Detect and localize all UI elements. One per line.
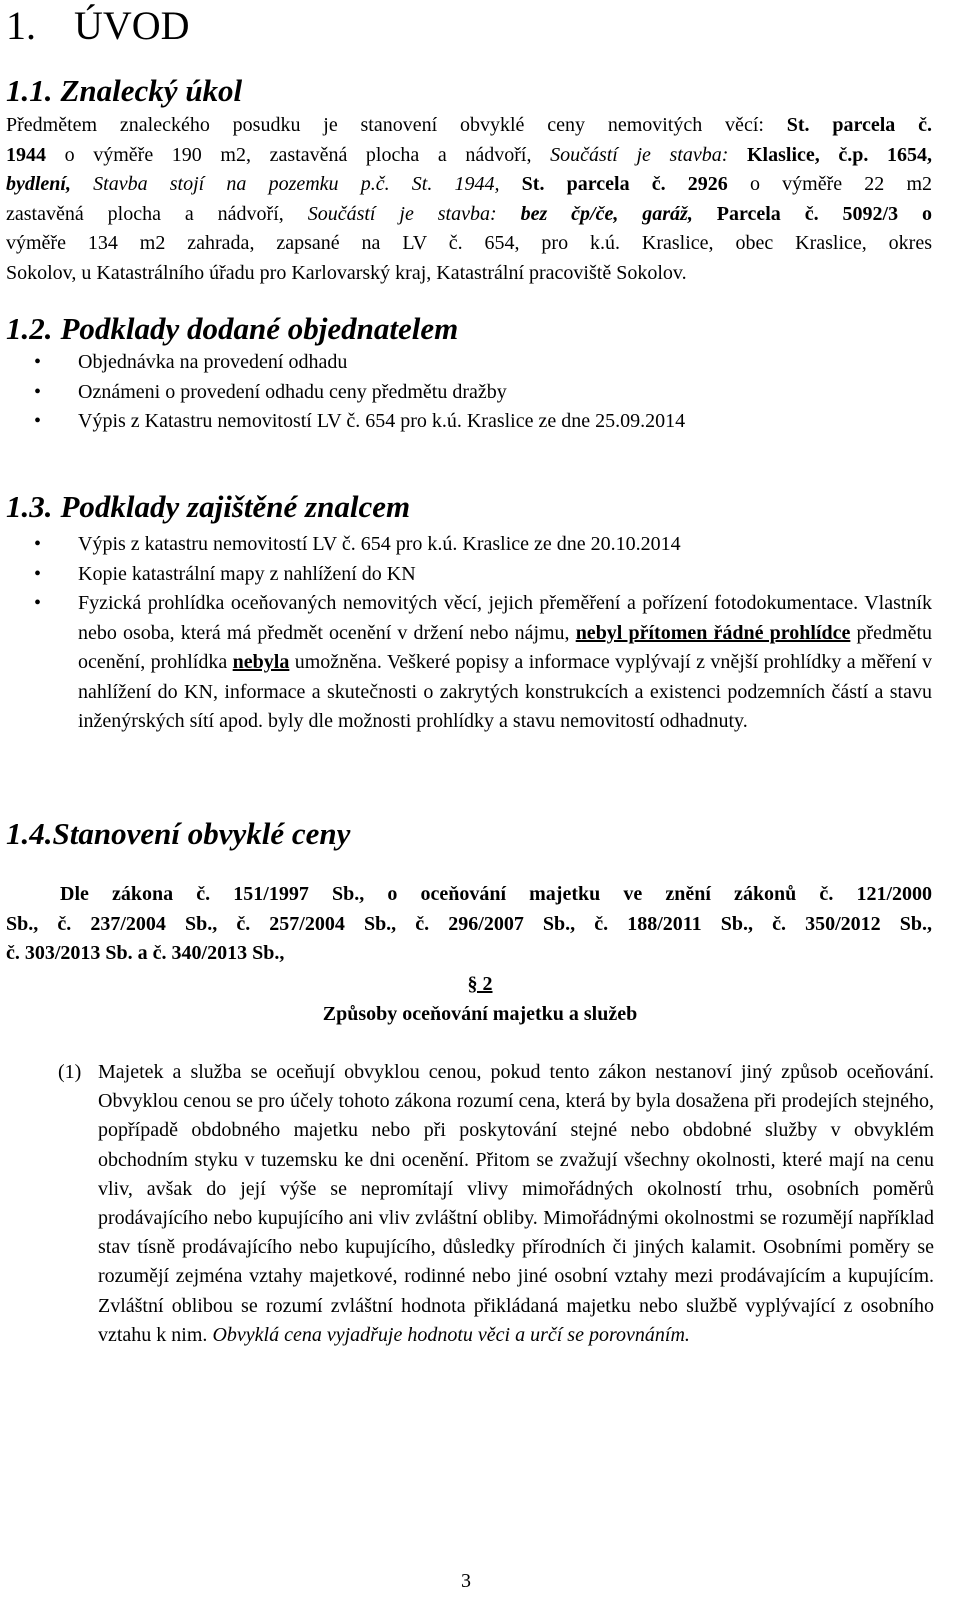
intro-line-3: bydlení, Stavba stojí na pozemku p.č. St. 1944, St. parcela č. 2926 o výměře 22 m2 — [6, 173, 933, 195]
intro-line-4: zastavěná plocha a nádvoří, Součástí je stavba: bez čp/če, garáž, Parcela č. 5092/3 o — [6, 202, 932, 225]
law-line-3: č. 303/2013 Sb. a č. 340/2013 Sb., — [6, 942, 285, 964]
section-heading-1-1: 1.1. Znalecký úkol — [6, 73, 243, 108]
law-line-2: Sb., č. 237/2004 Sb., č. 257/2004 Sb., č. 296/2007 Sb., č. 188/2011 Sb., č. 350/2012 Sb., — [6, 912, 932, 935]
section-heading-1-3: 1.3. Podklady zajištěné znalcem — [6, 489, 411, 524]
intro-line-1: Předmětem znaleckého posudku je stanovení obvyklé ceny nemovitých věcí: St. parcela č. — [6, 114, 932, 136]
law-reference — [6, 880, 932, 969]
expert-documents-list — [0, 530, 932, 737]
section-heading-1-4: 1.4.Stanovení obvyklé ceny — [6, 816, 351, 851]
list-item: • Oznámeni o provedení odhadu ceny předmětu dražby — [0, 378, 932, 408]
chapter-heading: 1. ÚVOD — [6, 3, 190, 48]
list-item: • Výpis z katastru nemovitostí LV č. 654 pro k.ú. Kraslice ze dne 20.10.2014 — [0, 530, 932, 560]
list-item: • Fyzická prohlídka oceňovaných nemovitých věcí, jejich přeměření a pořízení fotodokumentace. Vlastník nebo osoba, která má předmět ocenění v držení nebo nájmu, nebyl přítomen řádné prohlídce předmětu ocenění, prohlídka nebyla umožněna. Veškeré popisy a informace vyplývají z vnější prohlídky a měření v nahlížení do KN, informace a skutečnosti o zakrytých konstrukcích a existenci podzemních částí a stavu inženýrských sítí apod. byly dle možnosti prohlídky a stavu nemovitostí odhadnuty. — [0, 589, 932, 737]
section-heading-1-2: 1.2. Podklady dodané objednatelem — [6, 311, 459, 346]
clause-1: (1) Majetek a služba se oceňují obvyklou cenou, pokud tento zákon nestanoví jiný způsob oceňování. Obvyklou cenou se pro účely tohoto zákona rozumí cena, která by byla dosažena při prodejích stejného, popřípadě obdobného majetku nebo při poskytování stejné nebo obdobné služby v obvyklém obchodním styku v tuzemsku ke dni ocenění. Přitom se zvažují všechny okolnosti, které mají na cenu vliv, avšak do její výše se nepromítají vlivy mimořádných okolností trhu, osobních poměrů prodávajícího nebo kupujícího ani vliv zvláštní obliby. Mimořádnými okolnostmi se rozumějí například stav tísně prodávajícího nebo kupujícího, důsledky přírodních či jiných kalamit. Osobními poměry se rozumějí zejména vztahy majetkové, rodinné nebo jiné osobní vztahy mezi prodávajícím a kupujícím. Zvláštní oblibou se rozumí zvláštní hodnota přikládaná majetku nebo službě vyplývající z osobního vztahu k nim. Obvyklá cena vyjadřuje hodnotu věci a určí se porovnáním. — [58, 1058, 934, 1350]
page-number: 3 — [461, 1570, 471, 1592]
law-line-1: Dle zákona č. 151/1997 Sb., o oceňování majetku ve znění zákonů č. 121/2000 — [60, 883, 932, 905]
clause-text: Majetek a služba se oceňují obvyklou cenou, pokud tento zákon nestanoví jiný způsob oceňování. Obvyklou cenou se pro účely tohoto zákona rozumí cena, která by byla dosažena při prodejích stejného, popřípadě obdobného majetku nebo při poskytování stejné nebo obdobné služby v obvyklém obchodním styku v tuzemsku ke dni ocenění. Přitom se zvažují všechny okolnosti, které mají na cenu vliv, avšak do její výše se nepromítají vlivy mimořádných okolností trhu, osobních poměrů prodávajícího nebo kupujícího ani vliv zvláštní obliby. Mimořádnými okolnostmi se rozumějí například stav tísně prodávajícího nebo kupujícího, důsledky přírodních či jiných kalamit. Osobními poměry se rozumějí zejména vztahy majetkové, rodinné nebo jiné osobní vztahy mezi prodávajícím a kupujícím. Zvláštní oblibou se rozumí zvláštní hodnota přikládaná majetku nebo službě vyplývající z osobního vztahu k nim. Obvyklá cena vyjadřuje hodnotu věci a určí se porovnáním. — [98, 1061, 934, 1346]
intro-line-5: výměře 134 m2 zahrada, zapsané na LV č. 654, pro k.ú. Kraslice, obec Kraslice, okres — [6, 232, 932, 254]
list-item: • Kopie katastrální mapy z nahlížení do KN — [0, 560, 932, 590]
intro-paragraph — [6, 111, 932, 288]
intro-line-2: 1944 o výměře 190 m2, zastavěná plocha a nádvoří, Součástí je stavba: Klaslice, č.p. 1654, — [6, 143, 932, 166]
list-item: • Výpis z Katastru nemovitostí LV č. 654 pro k.ú. Kraslice ze dne 25.09.2014 — [0, 407, 932, 437]
intro-line-6: Sokolov, u Katastrálního úřadu pro Karlovarský kraj, Katastrální pracoviště Sokolov. — [6, 261, 687, 284]
section-sign: § 2 — [467, 973, 493, 995]
list-item: • Objednávka na provedení odhadu — [0, 348, 932, 378]
section-title: Způsoby oceňování majetku a služeb — [322, 1003, 638, 1025]
provided-documents-list — [0, 348, 932, 437]
